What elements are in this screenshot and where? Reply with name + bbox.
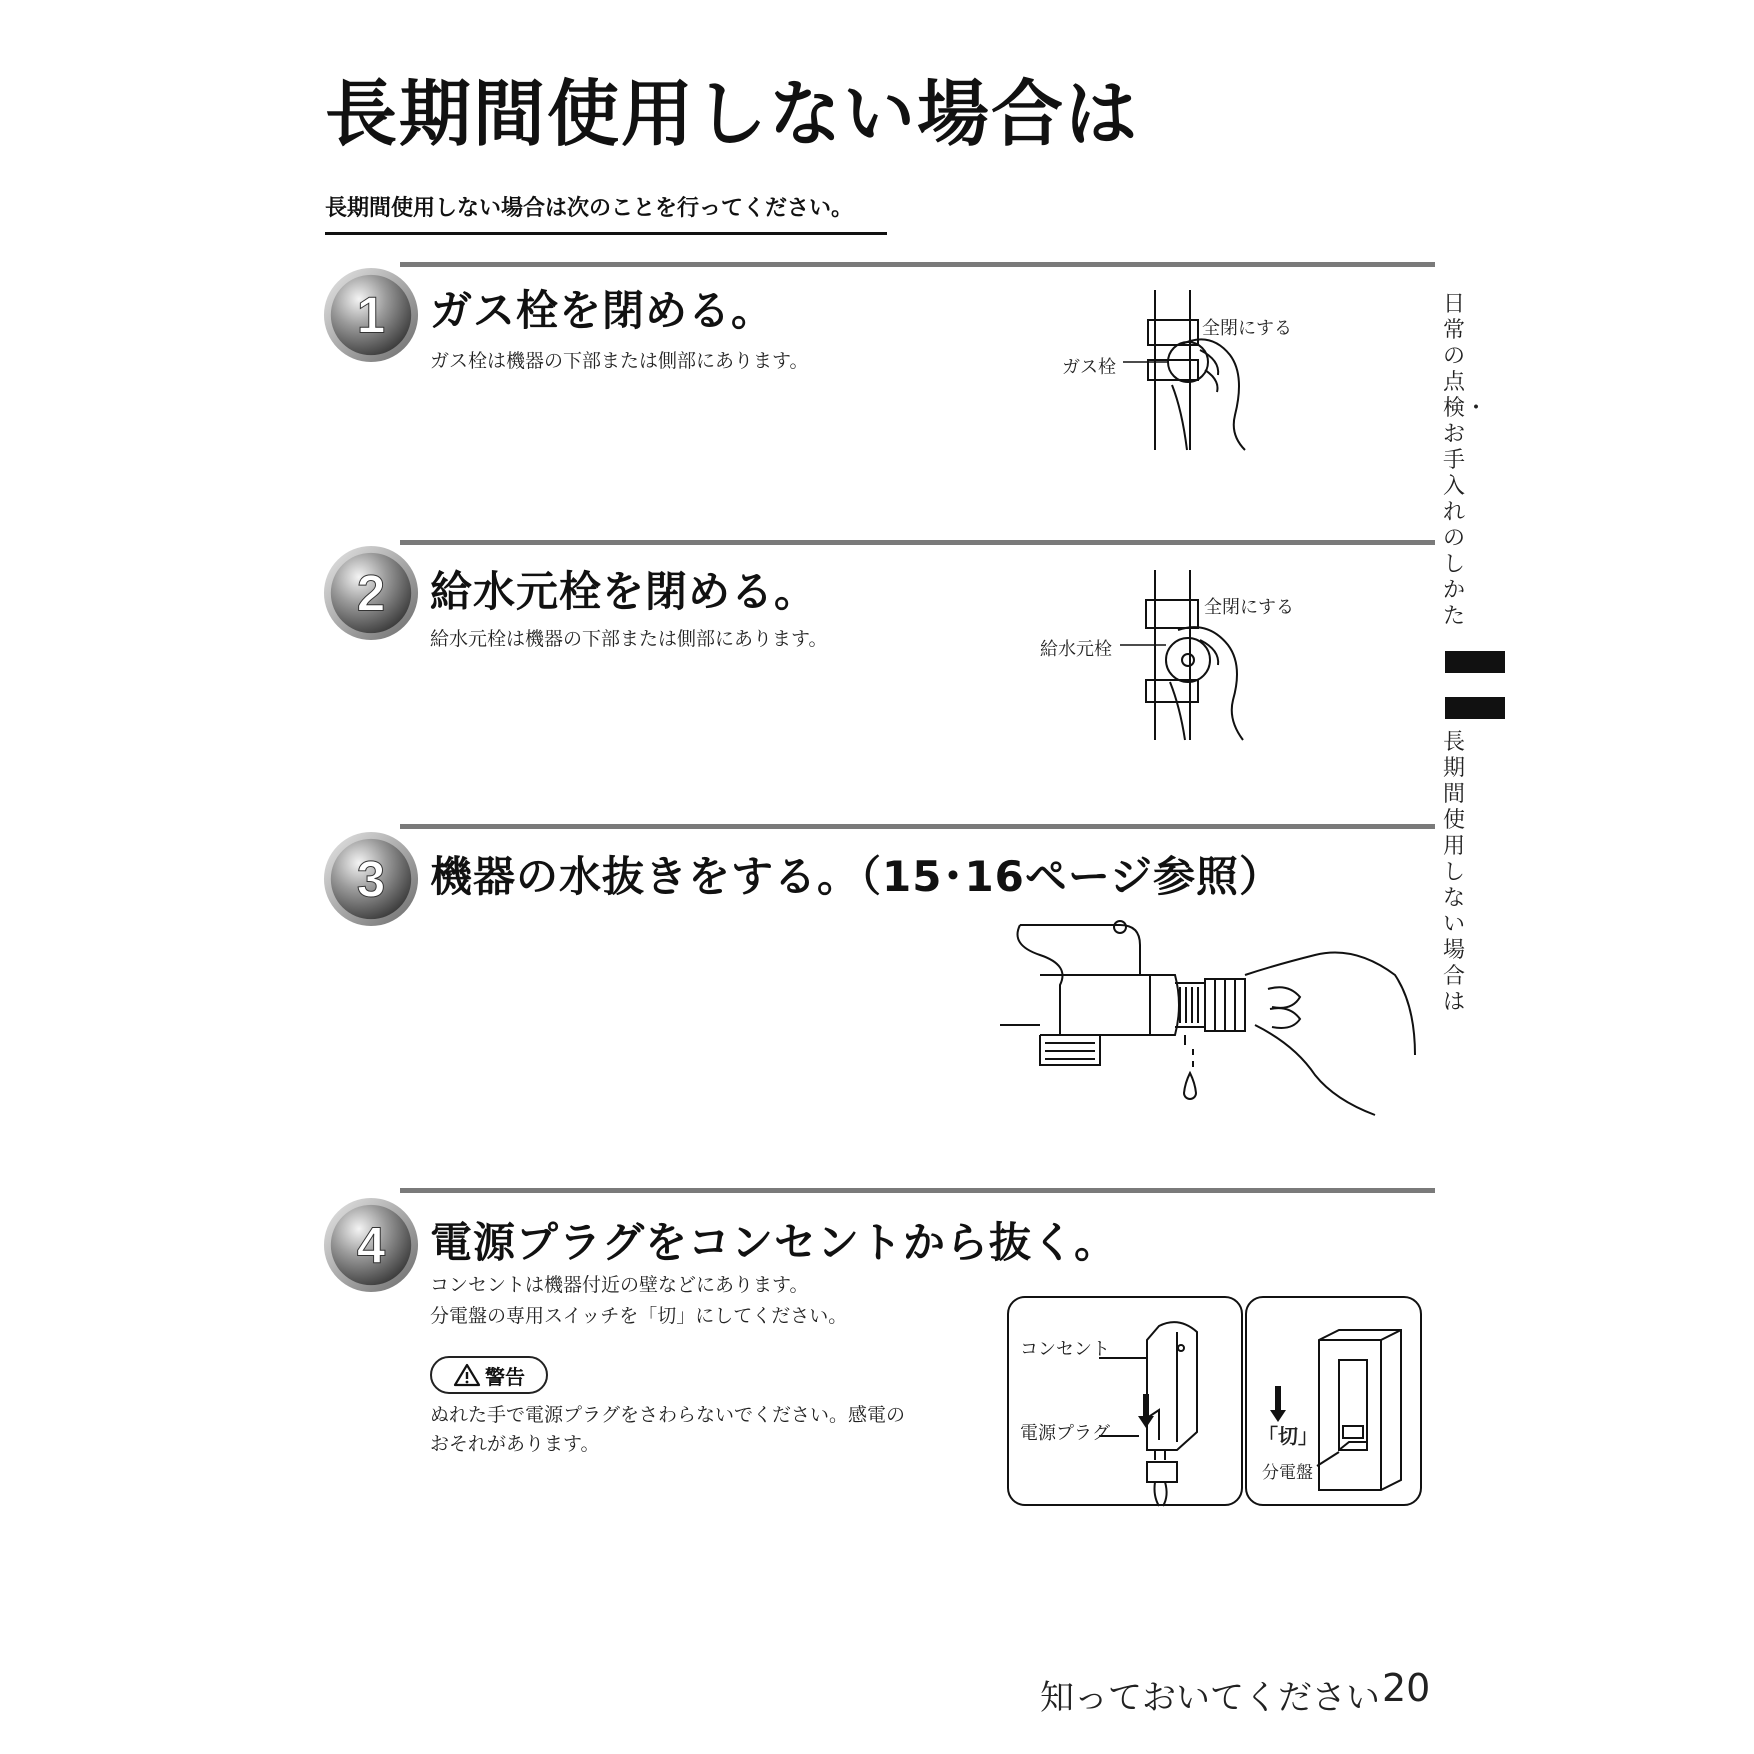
step-4-desc-line-2: 分電盤の専用スイッチを「切」にしてください。: [430, 1305, 848, 1327]
drain-plug-illustration: [1000, 915, 1425, 1115]
step-3-title: 機器の水抜きをする。（15･16ページ参照）: [430, 852, 1283, 901]
step-4-title: 電源プラグをコンセントから抜く。: [430, 1218, 1118, 1267]
step-4-desc-line-1: コンセントは機器付近の壁などにあります。: [430, 1274, 809, 1296]
step-1-number: 1: [356, 286, 386, 344]
step-4-rule: [400, 1188, 1435, 1193]
step-2-badge: [322, 544, 420, 642]
callout-breaker: 分電盤: [1262, 1463, 1313, 1483]
warning-text-line-1: ぬれた手で電源プラグをさわらないでください。感電の: [430, 1404, 906, 1426]
side-tab-section: 日常の点検・お手入れのしかた: [1443, 292, 1488, 629]
outlet-plug-illustration: [1009, 1298, 1245, 1508]
callout-outlet: コンセント: [1020, 1339, 1110, 1360]
page-title: 長期間使用しない場合は: [325, 72, 1140, 156]
step-1-badge: [322, 266, 420, 364]
warning-triangle-icon: [453, 1363, 481, 1387]
side-tab-current: 長期間使用しない場合は: [1443, 730, 1466, 1015]
step-3-number: 3: [356, 850, 386, 908]
step-2-desc: 給水元栓は機器の下部または側部にあります。: [430, 628, 828, 650]
step-1-rule: [400, 262, 1435, 267]
warning-text-line-2: おそれがあります。: [430, 1433, 600, 1455]
step-3-badge: [322, 830, 420, 928]
page-number: 20: [1382, 1666, 1431, 1710]
step-3-rule: [400, 824, 1435, 829]
step-2-number: 2: [356, 564, 386, 622]
step-2-title: 給水元栓を閉める。: [430, 567, 818, 616]
outlet-panel: [1007, 1296, 1243, 1506]
footer-label: 知っておいてください: [1040, 1678, 1380, 1718]
callout-plug: 電源プラグ: [1020, 1423, 1110, 1444]
step-2-callout-action: 全閉にする: [1204, 597, 1294, 618]
callout-switch-state: 「切」: [1258, 1424, 1318, 1448]
step-2-callout-part: 給水元栓: [1040, 639, 1112, 660]
step-1-callout-part: ガス栓: [1062, 357, 1116, 378]
subtitle-underline: [325, 232, 887, 235]
step-1-desc: ガス栓は機器の下部または側部にあります。: [430, 350, 809, 372]
step-2-rule: [400, 540, 1435, 545]
step-1-title: ガス栓を閉める。: [430, 286, 775, 335]
step-1-callout-action: 全閉にする: [1202, 318, 1292, 339]
side-tab-bar-2: [1445, 697, 1505, 719]
page-subtitle: 長期間使用しない場合は次のことを行ってください。: [325, 196, 854, 221]
warning-label: 警告: [485, 1364, 525, 1389]
side-tab-bar-1: [1445, 651, 1505, 673]
step-4-badge: [322, 1196, 420, 1294]
step-4-number: 4: [356, 1216, 386, 1274]
warning-badge: [430, 1356, 548, 1394]
